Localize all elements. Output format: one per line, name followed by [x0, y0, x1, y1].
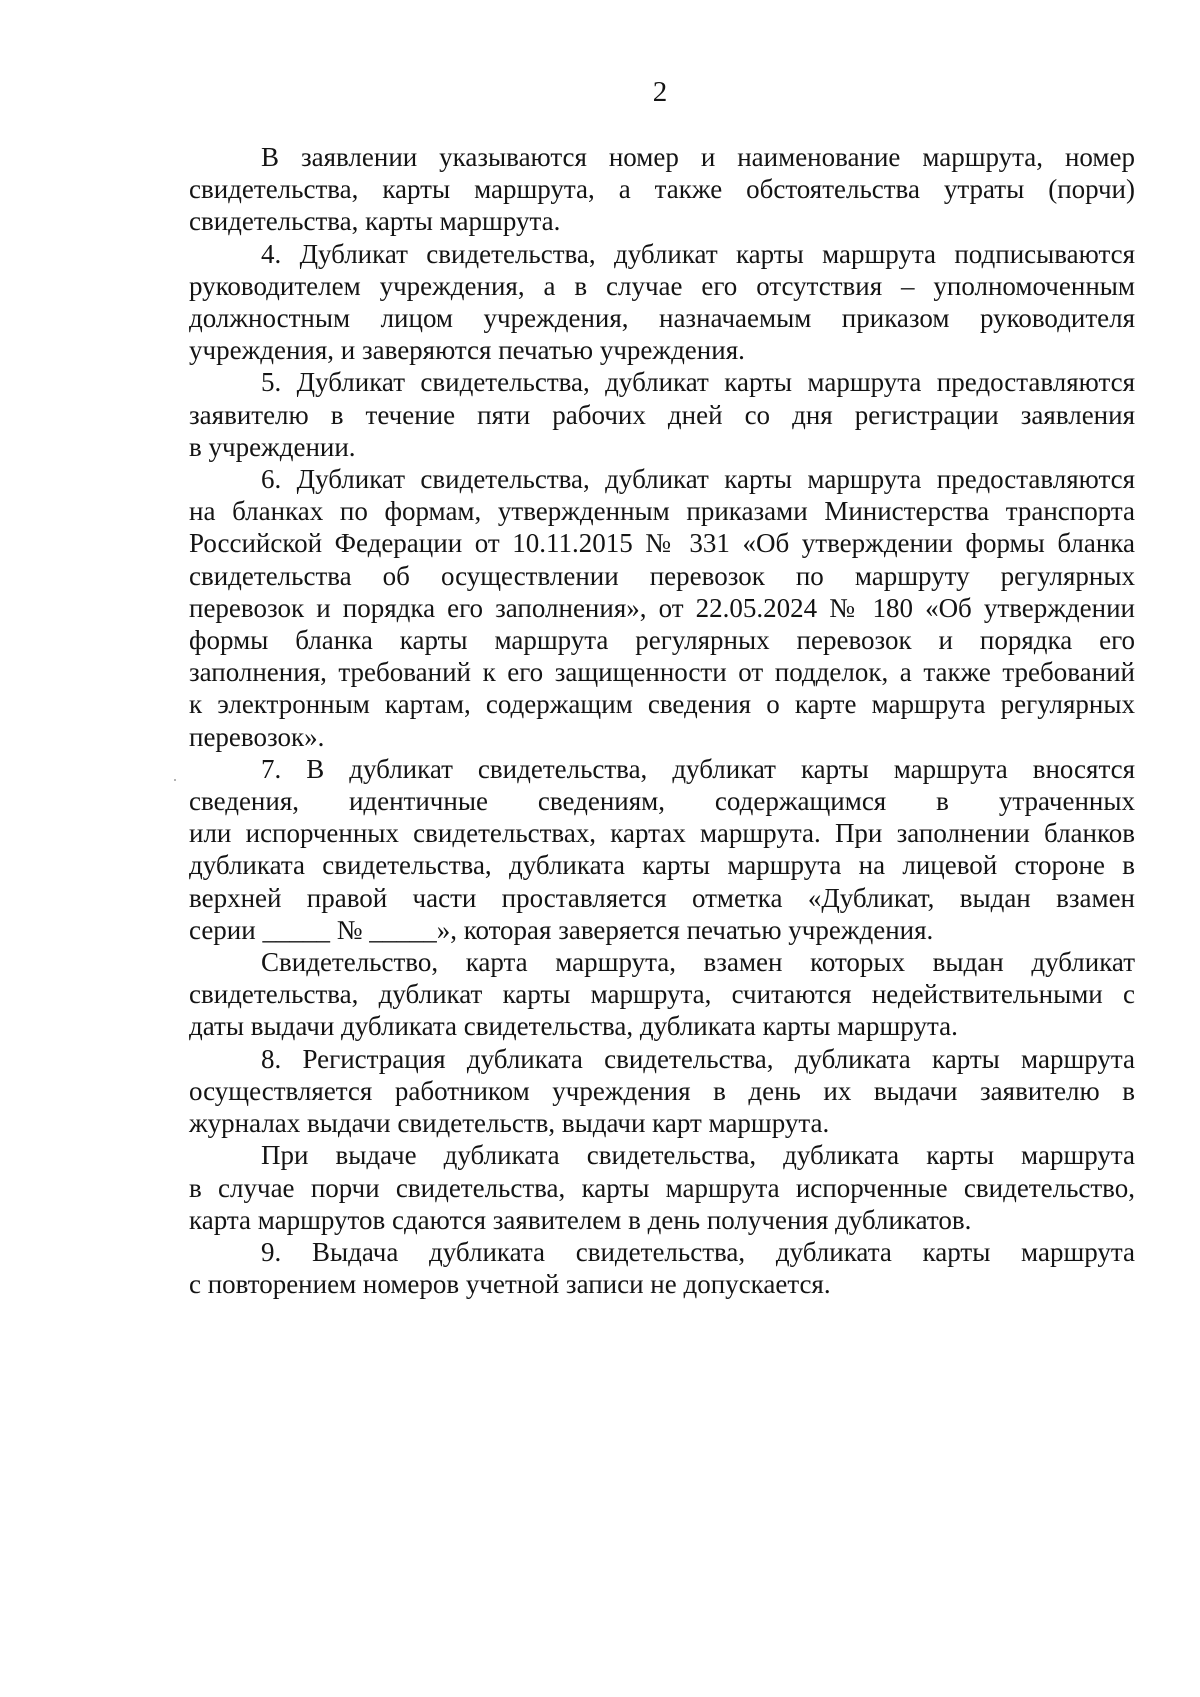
document-body — [189, 141, 1135, 1300]
text-line: 9. Выдача дубликата свидетельства, дубликата карты маршрута — [261, 1236, 1135, 1267]
text-line: заявителю в течение пяти рабочих дней со дня регистрации заявления — [189, 399, 1135, 430]
text-line: учреждения, и заверяются печатью учреждения. — [189, 335, 745, 366]
text-line: даты выдачи дубликата свидетельства, дубликата карты маршрута. — [189, 1011, 958, 1042]
text-line: или испорченных свидетельствах, картах маршрута. При заполнении бланков — [189, 818, 1135, 849]
text-line: Российской Федерации от 10.11.2015 № 331 «Об утверждении формы бланка — [189, 528, 1135, 559]
paragraph-3-continuation — [189, 141, 1135, 238]
text-line: с повторением номеров учетной записи не допускается. — [189, 1269, 831, 1300]
text-line: 6. Дубликат свидетельства, дубликат карты маршрута предоставляются — [261, 464, 1135, 495]
paragraph-9 — [189, 1236, 1135, 1300]
text-line: Свидетельство, карта маршрута, взамен которых выдан дубликат — [261, 947, 1135, 978]
paragraph-8 — [189, 1043, 1135, 1140]
text-line: руководителем учреждения, а в случае его отсутствия – уполномоченным — [189, 270, 1135, 301]
text-line: карта маршрутов сдаются заявителем в день получения дубликатов. — [189, 1204, 972, 1235]
scan-speck — [174, 779, 176, 781]
text-line: серии _____ № _____», которая заверяется печатью учреждения. — [189, 914, 934, 945]
paragraph-4 — [189, 238, 1135, 367]
text-line: сведения, идентичные сведениям, содержащимся в утраченных — [189, 786, 1135, 817]
text-line: верхней правой части проставляется отметка «Дубликат, выдан взамен — [189, 882, 1135, 913]
text-line: заполнения, требований к его защищенности от подделок, а также требований — [189, 657, 1135, 688]
text-line: должностным лицом учреждения, назначаемым приказом руководителя — [189, 303, 1135, 334]
text-line: свидетельства, дубликат карты маршрута, считаются недействительными с — [189, 979, 1135, 1010]
text-line: При выдаче дубликата свидетельства, дубликата карты маршрута — [261, 1140, 1135, 1171]
text-line: в учреждении. — [189, 431, 356, 462]
text-line: свидетельства, карты маршрута, а также обстоятельства утраты (порчи) — [189, 174, 1135, 205]
text-line: 7. В дубликат свидетельства, дубликат карты маршрута вносятся — [261, 753, 1135, 784]
page-number: 2 — [652, 76, 668, 108]
paragraph-5 — [189, 366, 1135, 463]
text-line: свидетельства, карты маршрута. — [189, 206, 561, 237]
text-line: В заявлении указываются номер и наименование маршрута, номер — [261, 142, 1135, 172]
text-line: формы бланка карты маршрута регулярных перевозок и порядка его — [189, 625, 1135, 656]
text-line: 5. Дубликат свидетельства, дубликат карты маршрута предоставляются — [261, 367, 1135, 398]
text-line: на бланках по формам, утвержденным приказами Министерства транспорта — [189, 496, 1135, 527]
text-line: дубликата свидетельства, дубликата карты маршрута на лицевой стороне в — [189, 850, 1135, 881]
text-line: перевозок и порядка его заполнения», от 22.05.2024 № 180 «Об утверждении — [189, 592, 1135, 623]
paragraph-6 — [189, 463, 1135, 753]
text-line: 4. Дубликат свидетельства, дубликат карты маршрута подписываются — [261, 238, 1135, 269]
text-line: осуществляется работником учреждения в день их выдачи заявителю в — [189, 1075, 1135, 1106]
text-line: перевозок». — [189, 721, 325, 752]
text-line: в случае порчи свидетельства, карты маршрута испорченные свидетельство, — [189, 1172, 1135, 1203]
text-line: 8. Регистрация дубликата свидетельства, дубликата карты маршрута — [261, 1043, 1135, 1074]
text-line: к электронным картам, содержащим сведения о карте маршрута регулярных — [189, 689, 1135, 720]
paragraph-8-second — [189, 1139, 1135, 1236]
paragraph-7-second — [189, 946, 1135, 1043]
text-line: свидетельства об осуществлении перевозок по маршруту регулярных — [189, 560, 1135, 591]
text-line: журналах выдачи свидетельств, выдачи карт маршрута. — [189, 1108, 830, 1139]
paragraph-7 — [189, 753, 1135, 946]
